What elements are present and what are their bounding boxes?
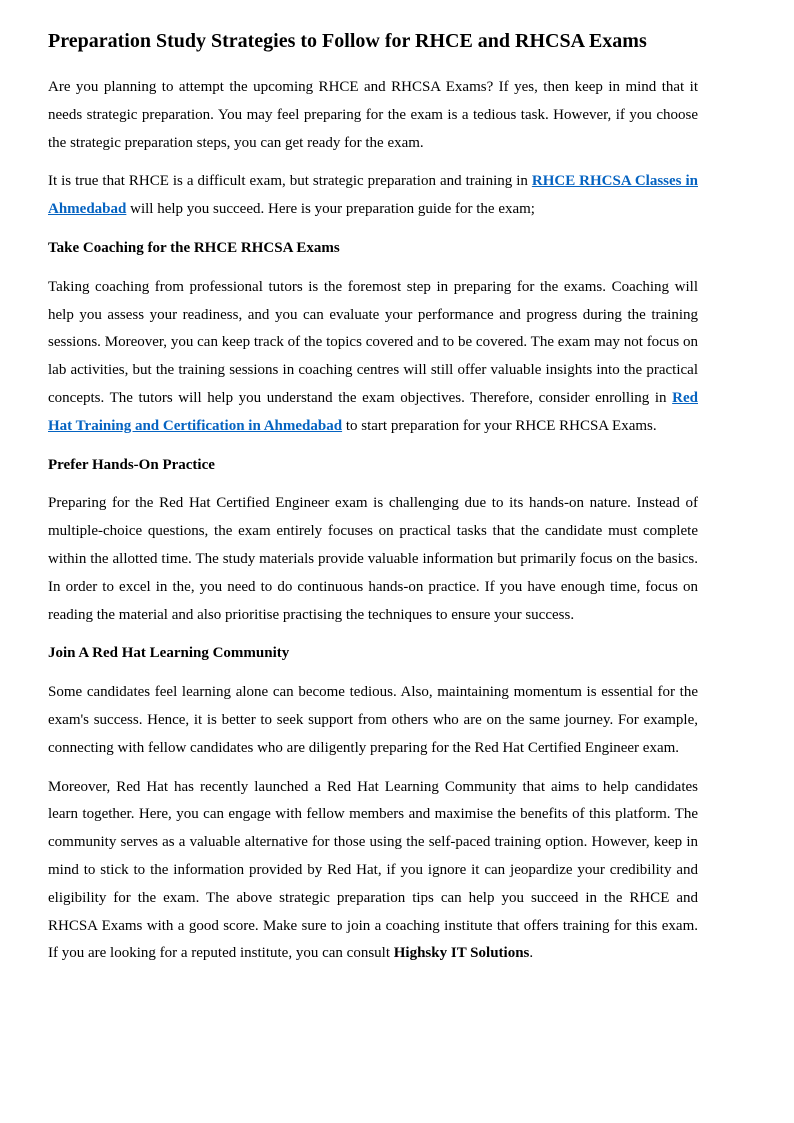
- section-coaching-paragraph: [48, 274, 698, 441]
- rhce-rhcsa-classes-link[interactable]: RHCE RHCSA Classes in Ahmedabad: [48, 173, 698, 218]
- red-hat-training-link[interactable]: Red Hat Training and Certification in Ahmedabad: [48, 389, 698, 434]
- community-text-before: Moreover, Red Hat has recently launched a Red Hat Learning Community that aims to help candidates learn together. Here, you can engage with fellow members and maximise the benefits of this platform. The community serves as a valuable alternative for those using the self-paced training option. However, keep in mind to stick to the information provided by Red Hat, if you ignore it can jeopardize your credibility and eligibility for the exam. The above strategic preparation tips can help you succeed in the RHCE and RHCSA Exams with a good score. Make sure to join a coaching institute that offers training for this exam. If you are looking for a reputed institute, you can consult: [48, 778, 698, 962]
- document-page: [48, 26, 698, 979]
- section-hands-on-paragraph: Preparing for the Red Hat Certified Engineer exam is challenging due to its hands-on nature. Instead of multiple-choice questions, the exam entirely focuses on practical tasks that the candidate must complete within the allotted time. The study materials provide valuable information but primarily focus on the basics. In order to excel in the, you need to do continuous hands-on practice. If you have enough time, focus on reading the material and also prioritise practising the techniques to ensure your success.: [48, 495, 698, 623]
- coaching-text-after: to start preparation for your RHCE RHCSA Exams.: [342, 417, 657, 434]
- section-heading-hands-on: Prefer Hands-On Practice: [48, 456, 215, 473]
- intro-paragraph-2-text-before: It is true that RHCE is a difficult exam, but strategic preparation and training in: [48, 173, 532, 190]
- section-heading-coaching: Take Coaching for the RHCE RHCSA Exams: [48, 239, 340, 256]
- highsky-it-solutions-name: Highsky IT Solutions: [393, 945, 530, 962]
- intro-paragraph-2: [48, 168, 698, 224]
- section-heading-community: Join A Red Hat Learning Community: [48, 645, 290, 662]
- community-text-after: .: [529, 945, 534, 962]
- section-community-paragraph-2: [48, 774, 698, 969]
- intro-paragraph-1: Are you planning to attempt the upcoming RHCE and RHCSA Exams? If yes, then keep in mind that it needs strategic preparation. You may feel preparing for the exam is a tedious task. However, if you choose the strategic preparation steps, you can get ready for the exam.: [48, 79, 698, 151]
- intro-paragraph-2-text-after: will help you succeed. Here is your preparation guide for the exam;: [126, 201, 535, 218]
- section-community-paragraph-1: Some candidates feel learning alone can become tedious. Also, maintaining momentum is essential for the exam's success. Hence, it is better to seek support from others who are on the same journey. For example, connecting with fellow candidates who are diligently preparing for the Red Hat Certified Engineer exam.: [48, 684, 698, 756]
- page-title: Preparation Study Strategies to Follow for RHCE and RHCSA Exams: [48, 30, 647, 52]
- coaching-text-before: Taking coaching from professional tutors is the foremost step in preparing for the exams. Coaching will help you assess your readiness, and you can evaluate your performance and progress during the training sessions. Moreover, you can keep track of the topics covered and to be covered. The exam may not focus on lab activities, but the training sessions in coaching centres will still offer valuable insights into the practical concepts. The tutors will help you understand the exam objectives. Therefore, consider enrolling in: [48, 278, 698, 406]
